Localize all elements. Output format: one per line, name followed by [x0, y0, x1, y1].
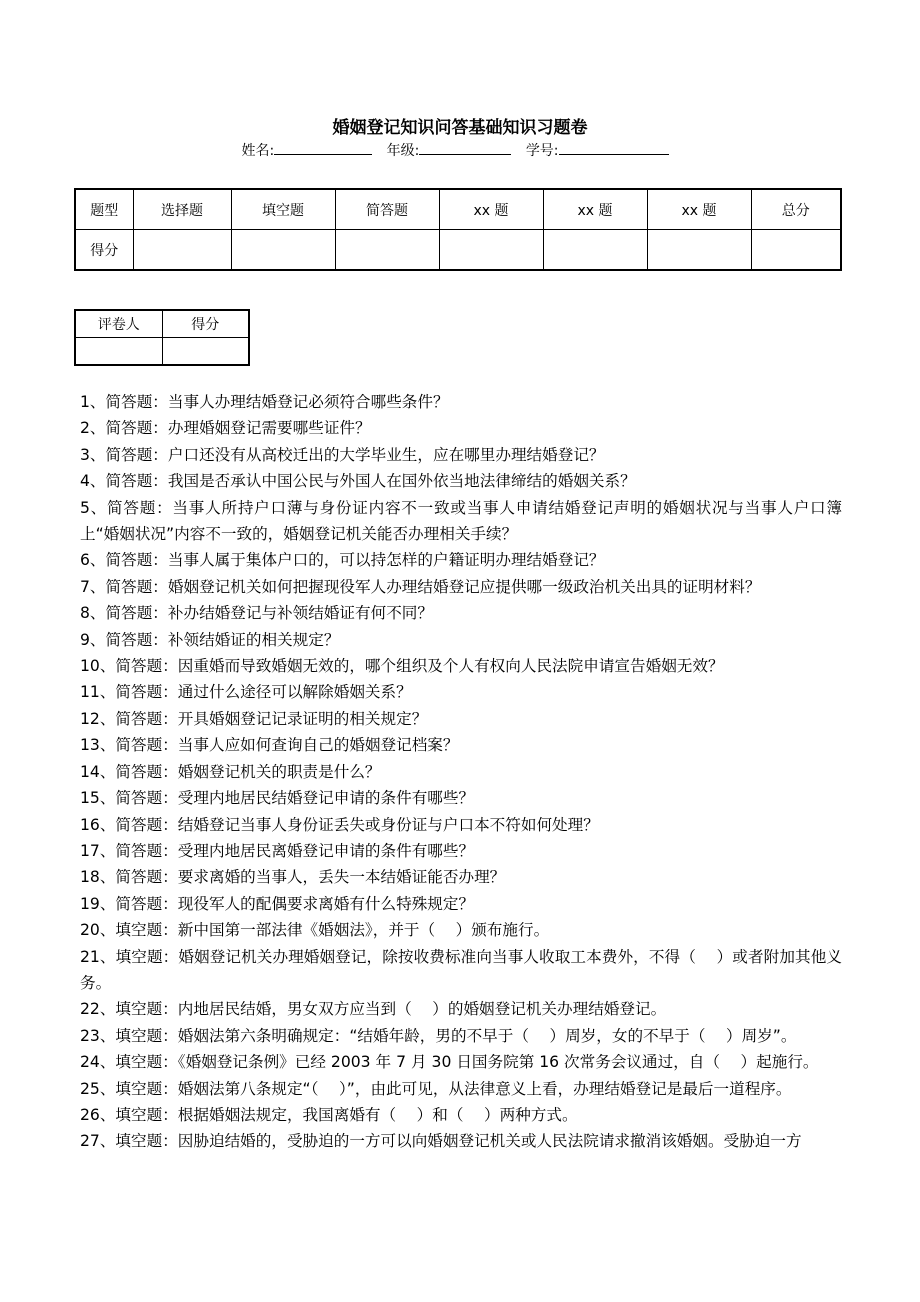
question-item: 23、填空题：婚姻法第六条明确规定：“结婚年龄，男的不早于（ ）周岁，女的不早于（ ）周岁”。 — [80, 1026, 797, 1045]
header-cell: 填空题 — [231, 189, 335, 230]
question-item: 7、简答题：婚姻登记机关如何把握现役军人办理结婚登记应提供哪一级政治机关出具的证明材料？ — [80, 577, 761, 596]
score-cell[interactable] — [133, 230, 231, 271]
score-row — [75, 230, 841, 271]
grader-score-cell[interactable] — [162, 338, 249, 366]
question-item: 2、简答题：办理婚姻登记需要哪些证件？ — [80, 419, 371, 438]
score-cell[interactable] — [231, 230, 335, 271]
document-title: 婚姻登记知识问答基础知识习题卷 — [332, 118, 588, 138]
grader-table — [74, 309, 250, 366]
grader-cell[interactable] — [75, 338, 162, 366]
score-cell[interactable] — [543, 230, 647, 271]
question-item: 13、简答题：当事人应如何查询自己的婚姻登记档案？ — [80, 736, 459, 755]
question-item: 3、简答题：户口还没有从高校迁出的大学毕业生，应在哪里办理结婚登记？ — [80, 445, 605, 464]
question-item: 5、简答题：当事人所持户口薄与身份证内容不一致或当事人申请结婚登记声明的婚姻状况与当事人户口簿上“婚姻状况”内容不一致的，婚姻登记机关能否办理相关手续？ — [80, 498, 842, 544]
header-cell: 题型 — [75, 189, 133, 230]
grade-label: 年级: — [386, 143, 420, 159]
question-item: 20、填空题：新中国第一部法律《婚姻法》，并于（ ）颁布施行。 — [80, 921, 550, 940]
question-item: 27、填空题：因胁迫结婚的，受胁迫的一方可以向婚姻登记机关或人民法院请求撤消该婚姻。受胁迫一方 — [80, 1132, 802, 1151]
header-cell: xx 题 — [543, 189, 647, 230]
question-item: 8、简答题：补办结婚登记与补领结婚证有何不同？ — [80, 604, 433, 623]
score-cell[interactable] — [335, 230, 439, 271]
question-item: 10、简答题：因重婚而导致婚姻无效的，哪个组织及个人有权向人民法院申请宣告婚姻无效？ — [80, 657, 724, 676]
question-item: 21、填空题：婚姻登记机关办理婚姻登记，除按收费标准向当事人收取工本费外，不得（ ）或者附加其他义务。 — [80, 947, 842, 992]
grader-header: 评卷人 — [75, 310, 162, 338]
question-item: 18、简答题：要求离婚的当事人，丢失一本结婚证能否办理？ — [80, 868, 506, 887]
question-item: 14、简答题：婚姻登记机关的职责是什么？ — [80, 762, 381, 781]
grade-field[interactable] — [419, 140, 511, 155]
question-item: 11、简答题：通过什么途径可以解除婚姻关系？ — [80, 683, 412, 702]
header-cell: xx 题 — [647, 189, 751, 230]
question-item: 22、填空题：内地居民结婚，男女双方应当到（ ）的婚姻登记机关办理结婚登记。 — [80, 1000, 667, 1019]
score-row-label: 得分 — [75, 230, 133, 271]
id-label: 学号: — [525, 143, 559, 159]
id-field[interactable] — [559, 140, 669, 155]
question-item: 4、简答题：我国是否承认中国公民与外国人在国外依当地法律缔结的婚姻关系？ — [80, 472, 636, 491]
header-cell: 总分 — [751, 189, 841, 230]
question-list — [80, 389, 842, 1155]
grader-score-header: 得分 — [162, 310, 249, 338]
question-item: 24、填空题：《婚姻登记条例》已经 2003 年 7 月 30 日国务院第 16 次常务会议通过，自（ ）起施行。 — [80, 1053, 819, 1072]
name-label: 姓名: — [241, 143, 275, 159]
score-table — [74, 188, 842, 271]
header-cell: 选择题 — [133, 189, 231, 230]
question-item: 17、简答题：受理内地居民离婚登记申请的条件有哪些？ — [80, 841, 475, 860]
score-table-header-row — [75, 189, 841, 230]
header-cell: xx 题 — [439, 189, 543, 230]
question-item: 9、简答题：补领结婚证的相关规定？ — [80, 630, 340, 649]
student-info-line — [0, 140, 920, 160]
question-item: 25、填空题：婚姻法第八条规定“（ ）”，由此可见，从法律意义上看，办理结婚登记是最后一道程序。 — [80, 1079, 792, 1098]
score-cell[interactable] — [647, 230, 751, 271]
score-cell[interactable] — [439, 230, 543, 271]
question-item: 26、填空题：根据婚姻法规定，我国离婚有（ ）和（ ）两种方式。 — [80, 1105, 578, 1124]
name-field[interactable] — [274, 140, 372, 155]
question-item: 1、简答题：当事人办理结婚登记必须符合哪些条件？ — [80, 393, 449, 411]
header-cell: 简答题 — [335, 189, 439, 230]
question-item: 12、简答题：开具婚姻登记记录证明的相关规定？ — [80, 709, 428, 728]
question-item: 19、简答题：现役军人的配偶要求离婚有什么特殊规定？ — [80, 894, 475, 913]
question-item: 16、简答题：结婚登记当事人身份证丢失或身份证与户口本不符如何处理？ — [80, 815, 599, 834]
question-item: 15、简答题：受理内地居民结婚登记申请的条件有哪些？ — [80, 789, 475, 808]
score-cell[interactable] — [751, 230, 841, 271]
question-item: 6、简答题：当事人属于集体户口的，可以持怎样的户籍证明办理结婚登记？ — [80, 551, 605, 570]
